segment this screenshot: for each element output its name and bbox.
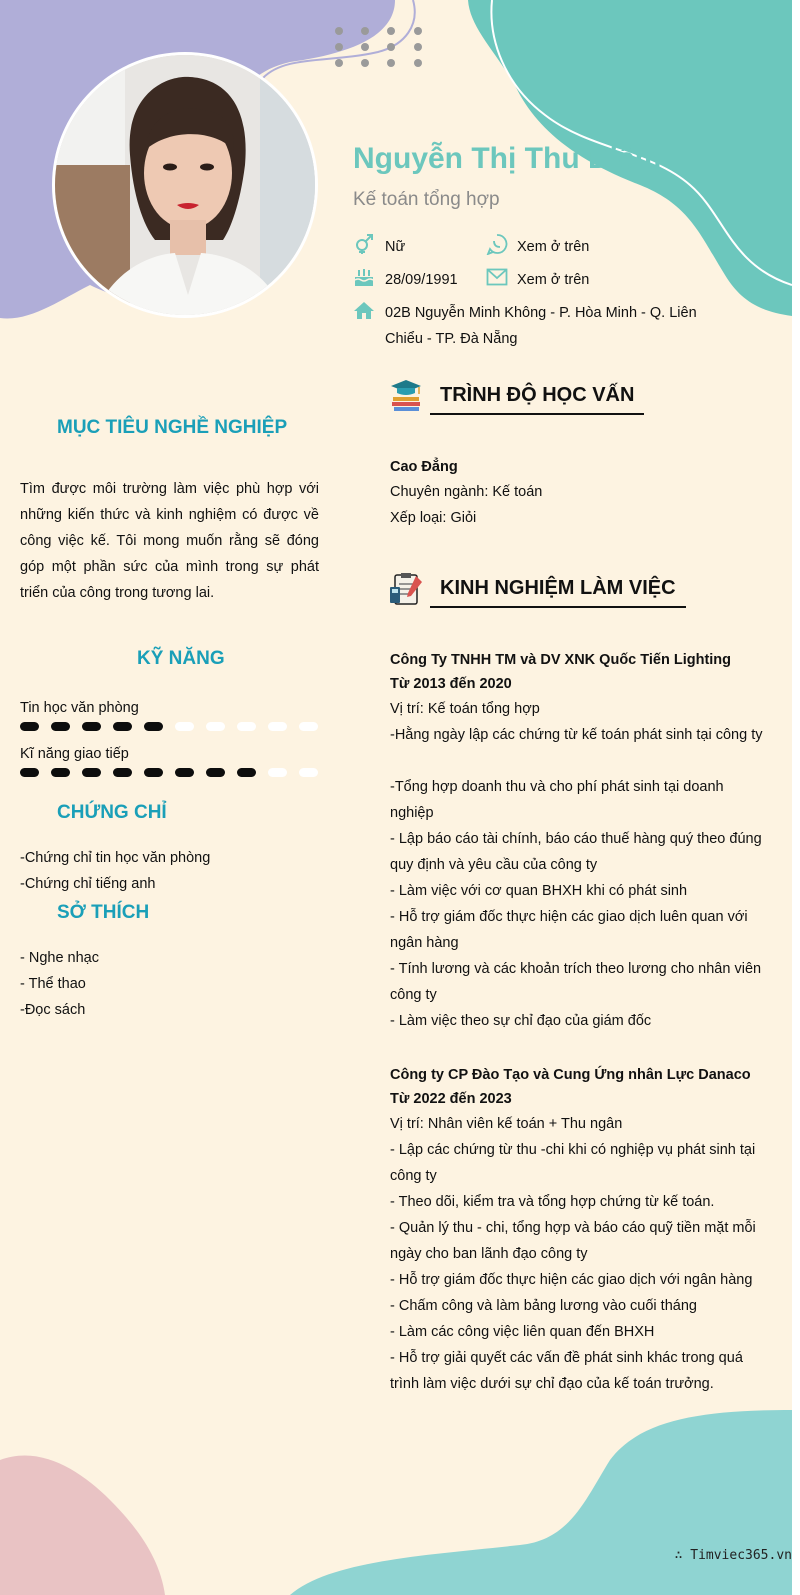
job-duty: -Hằng ngày lập các chứng từ kế toán phát sinh tại công ty	[390, 727, 763, 743]
job-duty: - Hỗ trợ giám đốc thực hiện các giao dịch với ngân hàng	[390, 1272, 753, 1288]
skill-dot-filled	[144, 768, 163, 777]
skill-dot-filled	[206, 768, 225, 777]
certificate-item: -Chứng chỉ tin học văn phòng	[20, 850, 211, 866]
hobby-item: - Nghe nhạc	[20, 950, 99, 966]
job-duty: - Làm việc theo sự chỉ đạo của giám đốc	[390, 1013, 652, 1029]
education-major: Chuyên ngành: Kế toán	[390, 484, 543, 500]
avatar	[52, 52, 318, 318]
skill-label: Tin học văn phòng	[20, 700, 139, 716]
job-duty: - Làm việc với cơ quan BHXH khi có phát sinh	[390, 883, 688, 899]
job-duty: - Quản lý thu - chi, tổng hợp và báo cáo quỹ tiền mặt mỗi ngày cho ban lãnh đạo công ty	[390, 1220, 756, 1262]
gender-icon	[353, 233, 375, 255]
job-title: Kế toán tổng hợp	[353, 189, 500, 210]
email-icon	[486, 268, 508, 286]
education-title: TRÌNH ĐỘ HỌC VẤN	[430, 384, 644, 415]
candidate-name: Nguyễn Thị Thu Diễm	[353, 142, 662, 175]
email-value: Xem ở trên	[517, 272, 590, 288]
skill-dot-empty	[299, 768, 318, 777]
skill-dot-filled	[82, 768, 101, 777]
birthday-value: 28/09/1991	[385, 272, 458, 288]
skill-rating	[20, 768, 318, 777]
skills-title: KỸ NĂNG	[137, 648, 225, 669]
skill-dot-empty	[299, 722, 318, 731]
skill-dot-filled	[20, 768, 39, 777]
certificate-item: -Chứng chỉ tiếng anh	[20, 876, 156, 892]
job-period: Từ 2022 đến 2023	[390, 1091, 512, 1107]
skill-dot-empty	[175, 722, 194, 731]
skill-dot-empty	[237, 722, 256, 731]
skill-dot-empty	[268, 768, 287, 777]
objective-title: MỤC TIÊU NGHỀ NGHIỆP	[57, 417, 288, 438]
job-duty: - Làm các công việc liên quan đến BHXH	[390, 1324, 655, 1340]
birthday-cake-icon	[353, 266, 375, 288]
skill-dot-empty	[268, 722, 287, 731]
job-period: Từ 2013 đến 2020	[390, 676, 512, 692]
skill-dot-empty	[206, 722, 225, 731]
job-position: Vị trí: Nhân viên kế toán + Thu ngân	[390, 1116, 623, 1132]
job-duty: - Theo dõi, kiểm tra và tổng hợp chứng từ kế toán.	[390, 1194, 715, 1210]
hobbies-title: SỞ THÍCH	[57, 902, 150, 923]
education-school: Cao Đẳng	[390, 459, 458, 475]
job-duty: - Chấm công và làm bảng lương vào cuối tháng	[390, 1298, 697, 1314]
hobby-item: - Thể thao	[20, 976, 86, 992]
skill-dot-filled	[51, 768, 70, 777]
job-duty: -Tổng hợp doanh thu và cho phí phát sinh tại doanh nghiệp	[390, 779, 724, 821]
footer-brand[interactable]: ∴ Timviec365.vn	[674, 1548, 792, 1563]
job-duty: - Hỗ trợ giải quyết các vấn đề phát sinh khác trong quá trình làm việc dưới sự chỉ đạo của kế toán trưởng.	[390, 1350, 743, 1392]
education-rank: Xếp loại: Giỏi	[390, 510, 477, 526]
certificates-title: CHỨNG CHỈ	[57, 802, 167, 823]
whatsapp-icon	[486, 233, 508, 255]
job-duty: - Tính lương và các khoản trích theo lương cho nhân viên công ty	[390, 961, 762, 1003]
experience-clipboard-icon	[389, 572, 423, 606]
job-company: Công Ty TNHH TM và DV XNK Quốc Tiến Lighting	[390, 652, 732, 668]
skill-rating	[20, 722, 318, 731]
skill-dot-filled	[144, 722, 163, 731]
skill-dot-filled	[175, 768, 194, 777]
skill-dot-filled	[113, 768, 132, 777]
skill-dot-filled	[51, 722, 70, 731]
phone-value: Xem ở trên	[517, 239, 590, 255]
hobby-item: -Đọc sách	[20, 1002, 86, 1018]
skill-dot-filled	[20, 722, 39, 731]
job-duty: - Lập báo cáo tài chính, báo cáo thuế hàng quý theo đúng quy định và yêu cầu của công ty	[390, 831, 762, 873]
address-value: 02B Nguyễn Minh Không - P. Hòa Minh - Q. Liên Chiểu - TP. Đà Nẵng	[385, 305, 697, 347]
home-icon	[353, 300, 375, 320]
graduation-cap-icon	[389, 378, 423, 412]
job-company: Công ty CP Đào Tạo và Cung Ứng nhân Lực Danaco	[390, 1067, 751, 1083]
job-duty: - Lập các chứng từ thu -chi khi có nghiệp vụ phát sinh tại công ty	[390, 1142, 756, 1184]
skill-dot-filled	[113, 722, 132, 731]
job-duty: - Hỗ trợ giám đốc thực hiện các giao dịch luên quan với ngân hàng	[390, 909, 748, 951]
skill-dot-filled	[82, 722, 101, 731]
skill-label: Kĩ năng giao tiếp	[20, 746, 129, 762]
gender-value: Nữ	[385, 239, 406, 255]
job-position: Vị trí: Kế toán tổng hợp	[390, 701, 540, 717]
experience-title: KINH NGHIỆM LÀM VIỆC	[430, 577, 686, 608]
objective-text: Tìm được môi trường làm việc phù hợp với những kiến thức và kinh nghiệm có được về công việc kế. Tôi mong muốn rằng sẽ đóng góp một phần sức của mình trong sự phát triển của công trong tương lai.	[20, 481, 319, 601]
skill-dot-filled	[237, 768, 256, 777]
